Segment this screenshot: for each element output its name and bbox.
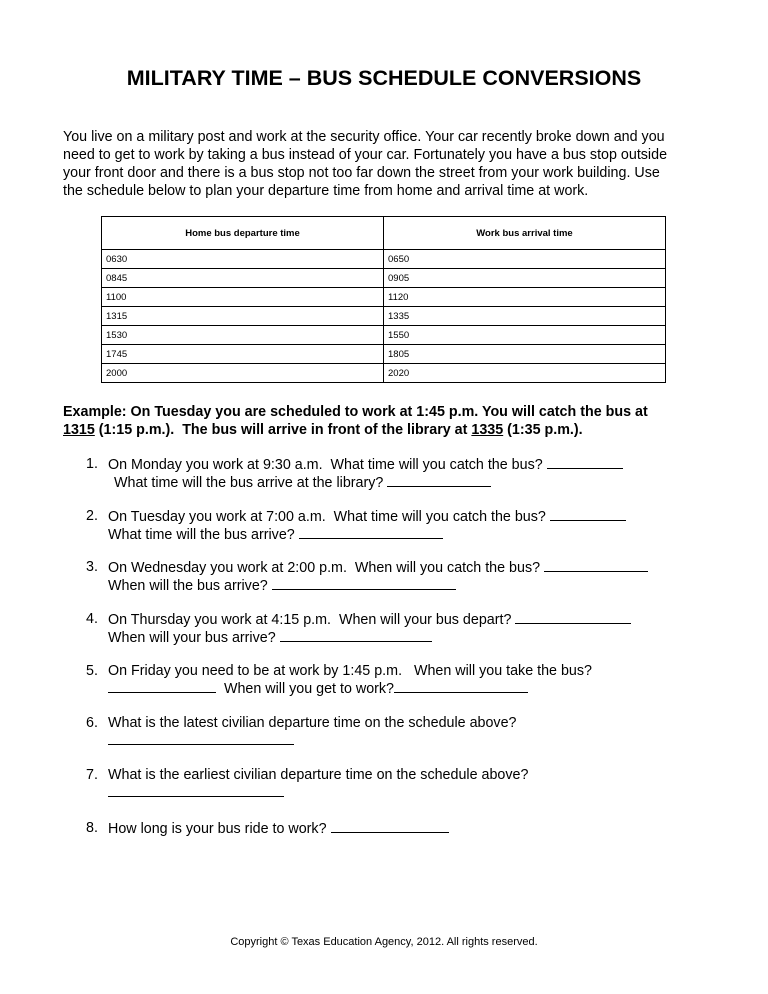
- question-text: [82, 611, 732, 629]
- question-prompt: When will your bus arrive?: [108, 630, 280, 646]
- question-text-2: [82, 732, 732, 750]
- table-row: [102, 307, 666, 326]
- departure-cell: 1315: [102, 307, 384, 326]
- answer-blank[interactable]: [544, 559, 648, 572]
- question-text-2: [82, 784, 732, 802]
- question-text: [82, 559, 732, 577]
- column-header-arrival: Work bus arrival time: [384, 217, 666, 250]
- question-number: 2.: [86, 508, 98, 524]
- question-prompt: What time will the bus arrive?: [108, 527, 299, 543]
- question-prompt: What is the latest civilian departure time on the schedule above?: [108, 715, 517, 731]
- question-number: 3.: [86, 559, 98, 575]
- departure-cell: 1745: [102, 345, 384, 364]
- question-prompt: What is the earliest civilian departure time on the schedule above?: [108, 767, 529, 783]
- question-number: 6.: [86, 715, 98, 731]
- table-row: [102, 326, 666, 345]
- question-prompt: On Monday you work at 9:30 a.m. What time will you catch the bus?: [108, 457, 547, 473]
- answer-blank[interactable]: [331, 820, 449, 833]
- intro-paragraph: [63, 128, 723, 200]
- question-prompt: How long is your bus ride to work?: [108, 821, 331, 837]
- question-text-2: [82, 526, 732, 544]
- question-number: 8.: [86, 820, 98, 836]
- question-item: [82, 456, 732, 492]
- departure-cell: 1530: [102, 326, 384, 345]
- example-end-text: (1:35 p.m.).: [503, 422, 583, 438]
- question-number: 5.: [86, 663, 98, 679]
- question-prompt: On Tuesday you work at 7:00 a.m. What time will you catch the bus?: [108, 509, 550, 525]
- arrival-cell: 2020: [384, 364, 666, 383]
- answer-blank[interactable]: [280, 629, 432, 642]
- question-prompt: When will you get to work?: [223, 681, 395, 697]
- table-row: [102, 288, 666, 307]
- question-prompt: On Thursday you work at 4:15 p.m. When will your bus depart?: [108, 612, 516, 628]
- question-text: [82, 715, 732, 732]
- arrival-cell: 1120: [384, 288, 666, 307]
- table-row: [102, 345, 666, 364]
- question-text-2: [82, 680, 732, 698]
- arrival-cell: 1550: [384, 326, 666, 345]
- answer-blank[interactable]: [108, 680, 216, 693]
- question-prompt: On Friday you need to be at work by 1:45 p.m. When will you take the bus?: [108, 663, 592, 679]
- question-text-2: [82, 577, 732, 595]
- table-row: [102, 250, 666, 269]
- example-line-2: [63, 421, 743, 439]
- arrival-cell: 1335: [384, 307, 666, 326]
- column-header-departure: Home bus departure time: [102, 217, 384, 250]
- copyright-notice: Copyright © Texas Education Agency, 2012. All rights reserved.: [230, 936, 538, 948]
- example-paragraph: [63, 403, 743, 439]
- intro-line: your front door and there is a bus stop not too far down the street from your work building. Use: [63, 165, 660, 181]
- question-item: [82, 767, 732, 802]
- departure-cell: 0845: [102, 269, 384, 288]
- table-row: [102, 364, 666, 383]
- example-departure-time: 1315: [63, 422, 95, 438]
- departure-cell: 0630: [102, 250, 384, 269]
- question-prompt: What time will the bus arrive at the library?: [114, 475, 388, 491]
- example-arrival-time: 1335: [471, 422, 504, 438]
- question-text-2: [82, 474, 732, 492]
- question-text: [82, 820, 732, 838]
- question-number: 7.: [86, 767, 98, 783]
- question-item: [82, 508, 732, 544]
- answer-blank[interactable]: [108, 732, 294, 745]
- question-number: 1.: [86, 456, 98, 472]
- table-row: [102, 269, 666, 288]
- departure-cell: 1100: [102, 288, 384, 307]
- intro-line: the schedule below to plan your departure time from home and arrival time at work.: [63, 183, 589, 199]
- answer-blank[interactable]: [108, 784, 284, 797]
- example-line-1: Example: On Tuesday you are scheduled to work at 1:45 p.m. You will catch the bus at: [63, 404, 648, 420]
- question-text: [82, 508, 732, 526]
- example-mid-text: (1:15 p.m.). The bus will arrive in front of the library at: [94, 422, 472, 438]
- question-item: [82, 559, 732, 595]
- question-text-2: [82, 629, 732, 647]
- answer-blank[interactable]: [550, 508, 626, 521]
- answer-blank[interactable]: [272, 577, 456, 590]
- arrival-cell: 0650: [384, 250, 666, 269]
- question-item: [82, 663, 732, 698]
- bus-schedule-table: [101, 216, 666, 383]
- question-item: [82, 611, 732, 647]
- arrival-cell: 1805: [384, 345, 666, 364]
- question-item: [82, 820, 732, 838]
- answer-blank[interactable]: [515, 611, 631, 624]
- answer-blank[interactable]: [299, 526, 443, 539]
- question-prompt: When will the bus arrive?: [108, 578, 272, 594]
- question-text: [82, 767, 732, 784]
- answer-blank[interactable]: [547, 456, 623, 469]
- question-number: 4.: [86, 611, 98, 627]
- answer-blank[interactable]: [387, 474, 491, 487]
- intro-line: You live on a military post and work at the security office. Your car recently broke down and you: [63, 129, 665, 145]
- question-text: [82, 663, 732, 680]
- intro-line: need to get to work by taking a bus instead of your car. Fortunately you have a bus stop outside: [63, 147, 668, 163]
- question-item: [82, 715, 732, 750]
- question-text: [82, 456, 732, 474]
- table-header-row: [102, 217, 666, 250]
- departure-cell: 2000: [102, 364, 384, 383]
- question-prompt: On Wednesday you work at 2:00 p.m. When will you catch the bus?: [108, 560, 545, 576]
- arrival-cell: 0905: [384, 269, 666, 288]
- answer-blank[interactable]: [394, 680, 528, 693]
- page-title: MILITARY TIME – BUS SCHEDULE CONVERSIONS: [126, 66, 642, 90]
